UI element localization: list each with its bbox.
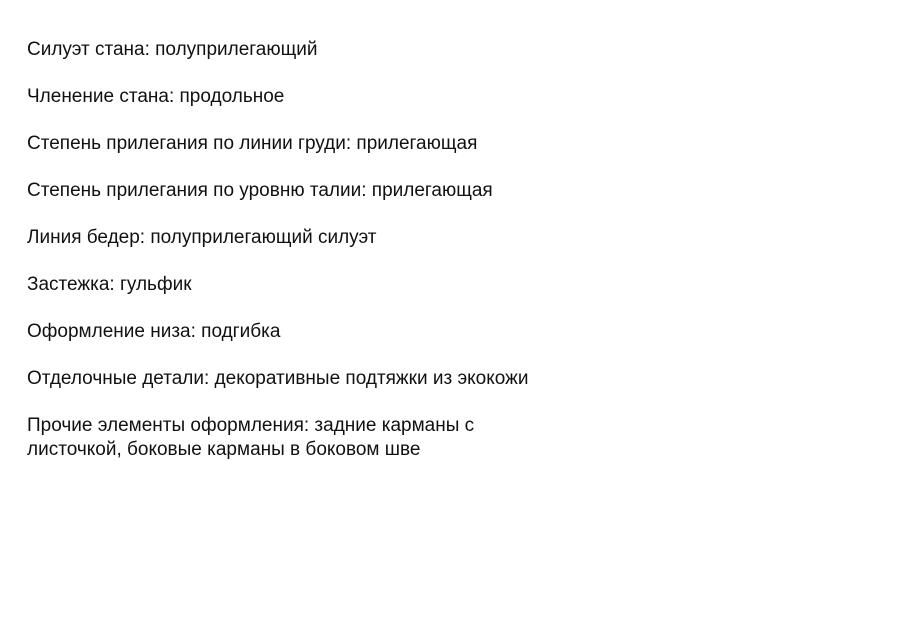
spec-fastener: Застежка: гульфик: [27, 274, 192, 295]
spec-trim-details: Отделочные детали: декоративные подтяжки из экокожи: [27, 368, 529, 389]
spec-hem-finish: Оформление низа: подгибка: [27, 321, 281, 342]
spec-chest-fit: Степень прилегания по линии груди: прилегающая: [27, 133, 478, 154]
spec-hip-line: Линия бедер: полуприлегающий силуэт: [27, 227, 377, 248]
spec-list: [27, 38, 547, 462]
spec-other-elements: Прочие элементы оформления: задние карманы с листочкой, боковые карманы в боковом шве: [27, 415, 475, 460]
spec-silhouette: Силуэт стана: полуприлегающий: [27, 39, 318, 60]
spec-division: Членение стана: продольное: [27, 86, 285, 107]
spec-waist-fit: Степень прилегания по уровню талии: прилегающая: [27, 180, 493, 201]
